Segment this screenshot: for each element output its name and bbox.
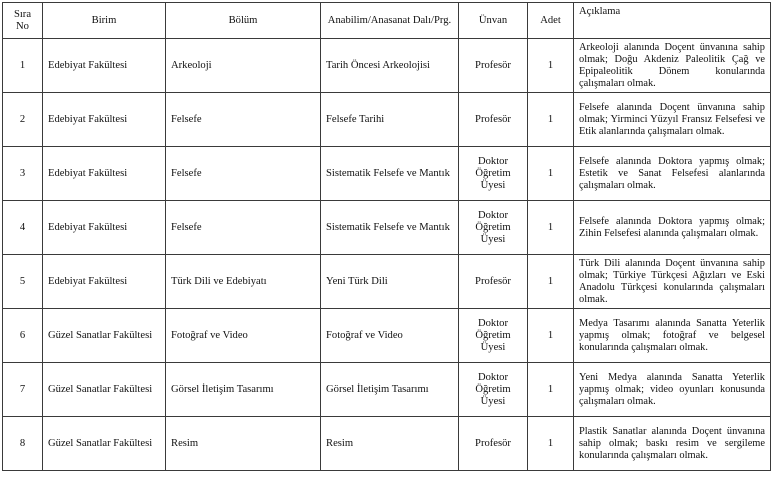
cell-unvan: Doktor Öğretim Üyesi — [459, 309, 528, 363]
cell-birim: Güzel Sanatlar Fakültesi — [43, 417, 166, 471]
cell-adet: 1 — [528, 201, 574, 255]
header-adet: Adet — [528, 3, 574, 39]
cell-anabilim-dali: Resim — [321, 417, 459, 471]
table-row — [3, 93, 771, 147]
cell-unvan: Profesör — [459, 39, 528, 93]
cell-anabilim-dali: Sistematik Felsefe ve Mantık — [321, 147, 459, 201]
cell-bolum: Türk Dili ve Edebiyatı — [166, 255, 321, 309]
cell-bolum: Felsefe — [166, 93, 321, 147]
cell-no: 8 — [3, 417, 43, 471]
table-row — [3, 39, 771, 93]
table-row — [3, 147, 771, 201]
cell-adet: 1 — [528, 309, 574, 363]
header-birim: Birim — [43, 3, 166, 39]
header-anabilim-dali: Anabilim/Anasanat Dalı/Prg. — [321, 3, 459, 39]
cell-anabilim-dali: Tarih Öncesi Arkeolojisi — [321, 39, 459, 93]
cell-bolum: Felsefe — [166, 147, 321, 201]
cell-adet: 1 — [528, 417, 574, 471]
header-row — [3, 3, 771, 39]
cell-birim: Edebiyat Fakültesi — [43, 147, 166, 201]
cell-aciklama: Plastik Sanatlar alanında Doçent ünvanına sahip olmak; baskı resim ve sergileme konularında çalışmaları olmak. — [574, 417, 771, 471]
cell-unvan: Doktor Öğretim Üyesi — [459, 201, 528, 255]
cell-no: 4 — [3, 201, 43, 255]
cell-adet: 1 — [528, 363, 574, 417]
cell-anabilim-dali: Görsel İletişim Tasarımı — [321, 363, 459, 417]
cell-anabilim-dali: Yeni Türk Dili — [321, 255, 459, 309]
cell-bolum: Arkeoloji — [166, 39, 321, 93]
cell-adet: 1 — [528, 39, 574, 93]
table-row — [3, 309, 771, 363]
cell-bolum: Fotoğraf ve Video — [166, 309, 321, 363]
cell-no: 3 — [3, 147, 43, 201]
cell-anabilim-dali: Sistematik Felsefe ve Mantık — [321, 201, 459, 255]
table-row — [3, 417, 771, 471]
table-row — [3, 255, 771, 309]
cell-aciklama: Medya Tasarımı alanında Sanatta Yeterlik yapmış olmak; fotoğraf ve belgesel konularında çalışmaları olmak. — [574, 309, 771, 363]
cell-adet: 1 — [528, 93, 574, 147]
cell-aciklama: Felsefe alanında Doktora yapmış olmak; Estetik ve Sanat Felsefesi alanlarında çalışmaları olmak. — [574, 147, 771, 201]
header-bolum: Bölüm — [166, 3, 321, 39]
cell-aciklama: Felsefe alanında Doçent ünvanına sahip olmak; Yirminci Yüzyıl Fransız Felsefesi ve Etik alanlarında çalışmaları olmak. — [574, 93, 771, 147]
cell-adet: 1 — [528, 255, 574, 309]
table-row — [3, 201, 771, 255]
cell-unvan: Doktor Öğretim Üyesi — [459, 363, 528, 417]
cell-anabilim-dali: Felsefe Tarihi — [321, 93, 459, 147]
cell-unvan: Profesör — [459, 255, 528, 309]
cell-unvan: Doktor Öğretim Üyesi — [459, 147, 528, 201]
cell-no: 6 — [3, 309, 43, 363]
cell-aciklama: Felsefe alanında Doktora yapmış olmak; Zihin Felsefesi alanında çalışmaları olmak. — [574, 201, 771, 255]
cell-aciklama: Yeni Medya alanında Sanatta Yeterlik yapmış olmak; video oyunları konusunda çalışmaları olmak. — [574, 363, 771, 417]
cell-birim: Edebiyat Fakültesi — [43, 255, 166, 309]
cell-aciklama: Arkeoloji alanında Doçent ünvanına sahip olmak; Doğu Akdeniz Paleolitik Çağ ve Epipaleolitik Dönem konularında çalışmaları olmak. — [574, 39, 771, 93]
cell-birim: Edebiyat Fakültesi — [43, 201, 166, 255]
cell-no: 1 — [3, 39, 43, 93]
cell-no: 7 — [3, 363, 43, 417]
cell-birim: Güzel Sanatlar Fakültesi — [43, 309, 166, 363]
cell-anabilim-dali: Fotoğraf ve Video — [321, 309, 459, 363]
header-unvan: Ünvan — [459, 3, 528, 39]
cell-birim: Güzel Sanatlar Fakültesi — [43, 363, 166, 417]
cell-unvan: Profesör — [459, 93, 528, 147]
position-table — [2, 2, 771, 471]
cell-unvan: Profesör — [459, 417, 528, 471]
cell-no: 2 — [3, 93, 43, 147]
cell-bolum: Görsel İletişim Tasarımı — [166, 363, 321, 417]
table-row — [3, 363, 771, 417]
cell-adet: 1 — [528, 147, 574, 201]
cell-bolum: Felsefe — [166, 201, 321, 255]
cell-bolum: Resim — [166, 417, 321, 471]
cell-no: 5 — [3, 255, 43, 309]
header-no: Sıra No — [3, 3, 43, 39]
cell-birim: Edebiyat Fakültesi — [43, 93, 166, 147]
header-aciklama: Açıklama — [574, 3, 771, 39]
cell-aciklama: Türk Dili alanında Doçent ünvanına sahip olmak; Türkiye Türkçesi Ağızları ve Eski Anadolu Türkçesi konularında çalışmaları olmak. — [574, 255, 771, 309]
cell-birim: Edebiyat Fakültesi — [43, 39, 166, 93]
